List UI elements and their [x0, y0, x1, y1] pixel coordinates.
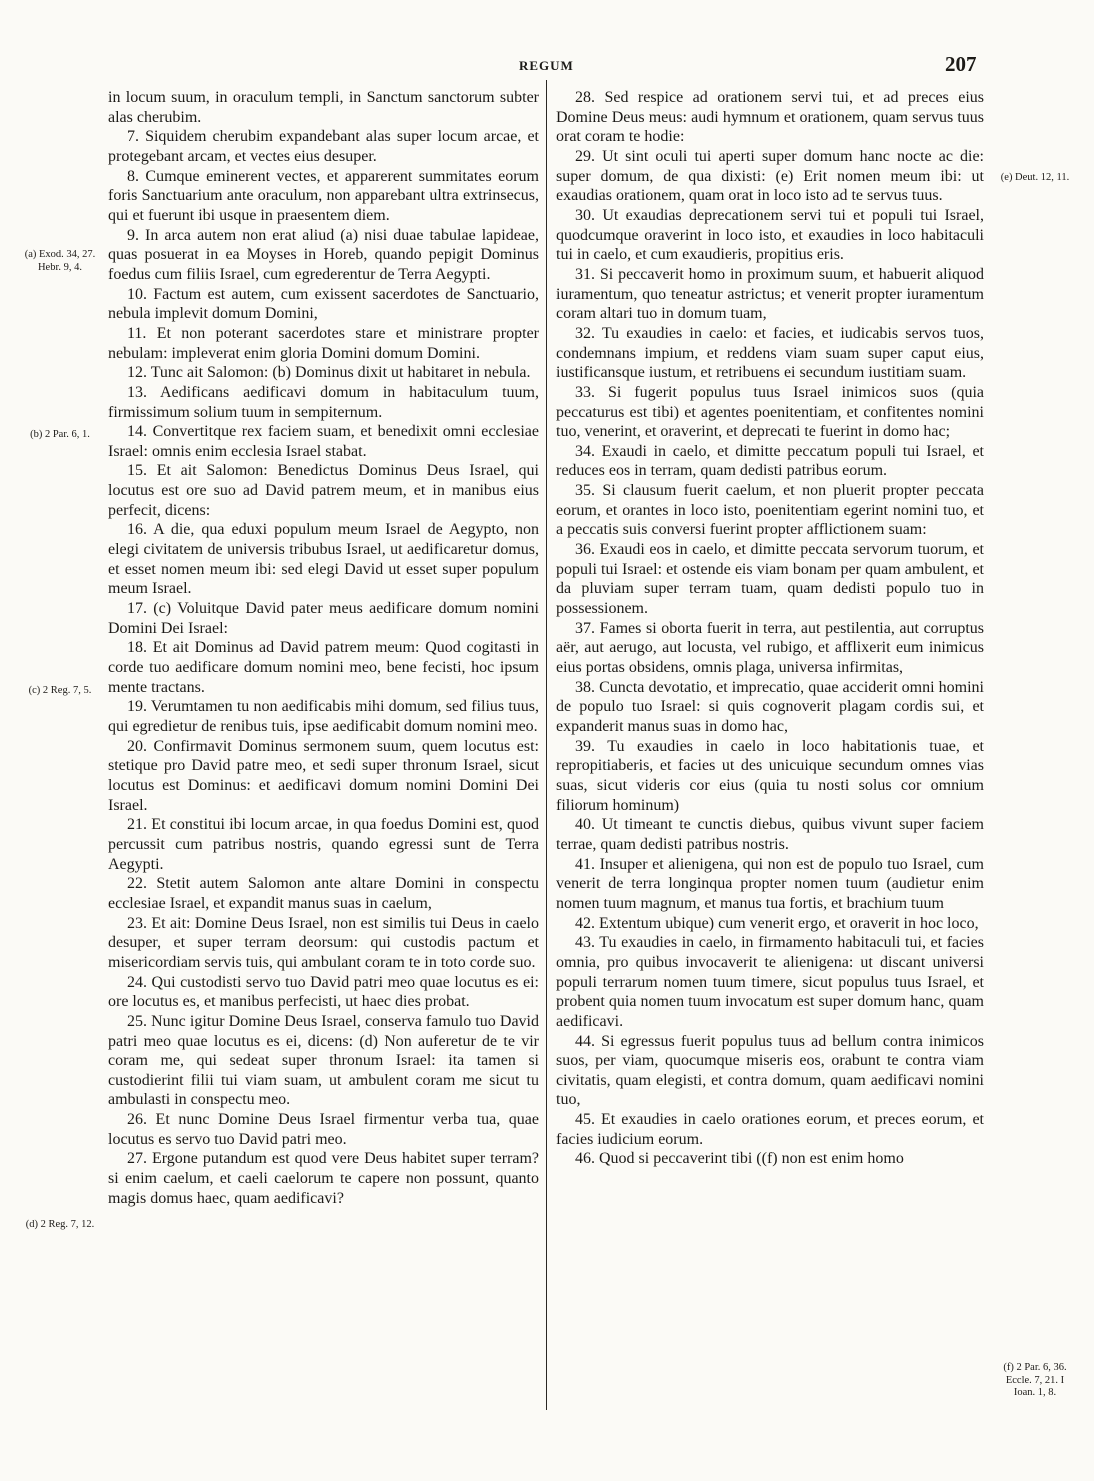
verse: 21. Et constitui ibi locum arcae, in qua foedus Domini est, quod percussit cum patribus nostris, quando egressi sunt de Terra Aegypti.	[108, 816, 539, 873]
verse: 38. Cuncta devotatio, et imprecatio, quae acciderit omni homini de populo tuo Israel: si quis cognoverit plagam cordis sui, et expanderit manus suas in domo hac,	[556, 678, 984, 735]
verse: 15. Et ait Salomon: Benedictus Dominus Deus Israel, qui locutus est ore suo ad David patrem meum, et in manibus eius perfecit, dicens:	[108, 462, 539, 519]
verse: 28. Sed respice ad orationem servi tui, et ad preces eius Domine Deus meus: audi hymnum et orationem, quam servus tuus orat coram te hodie:	[556, 89, 984, 146]
verse: 24. Qui custodisti servo tuo David patri meo quae locutus es ei: ore locutus es, et manibus perfecisti, ut haec dies probat.	[108, 973, 539, 1011]
page-number: 207	[945, 52, 977, 76]
verse: 25. Nunc igitur Domine Deus Israel, conserva famulo tuo David patri meo quae locutus es ei, dicens: (d) Non auferetur de te vir coram me, qui sedeat super thronum Israel: ita tamen si custodierint filii tui viam suam, ut ambulent coram me sicut tu ambulasti in conspectu meo.	[108, 1012, 539, 1109]
verse: 39. Tu exaudies in caelo in loco habitationis tuae, et repropitiaberis, et facies ut des unicuique secundum omnes vias suas, sicut videris cor eius (quia tu nosti solus cor omnium filiorum hominum)	[556, 737, 984, 814]
verse: 33. Si fugerit populus tuus Israel inimicos suos (quia peccaturus est tibi) et agentes poenitentiam, et confitentes nomini tuo, venerint, et oraverint, et deprecati te fuerint in domo hac;	[556, 383, 984, 441]
verse: 29. Ut sint oculi tui aperti super domum hanc nocte ac die: super domum, de qua dixisti: (e) Erit nomen meum ibi: ut exaudias orationem, quam orat in loco isto ad te servus tuus.	[556, 147, 984, 205]
verse: 12. Tunc ait Salomon: (b) Dominus dixit ut habitaret in nebula.	[127, 364, 531, 382]
margin-note-e: (e) Deut. 12, 11.	[1000, 172, 1070, 183]
margin-note-a: (a) Exod. 34, 27. Hebr. 9, 4.	[24, 249, 96, 273]
verse: 14. Convertitque rex faciem suam, et benedixit omni ecclesiae Israel: omnis enim ecclesia Israel stabat.	[108, 423, 539, 460]
verse: 42. Extentum ubique) cum venerit ergo, et oraverit in hoc loco,	[575, 914, 979, 932]
verse: 31. Si peccaverit homo in proximum suum, et habuerit aliquod iuramentum, quo teneatur astrictus; et venerit propter iuramentum coram altari tuo in domum tuam,	[556, 265, 984, 323]
verse: 45. Et exaudies in caelo orationes eorum, et preces eorum, et facies iudicium eorum.	[556, 1111, 984, 1148]
verse: 27. Ergone putandum est quod vere Deus habitet super terram? si enim caelum, et caeli caelorum te capere non possunt, quanto magis domus haec, quam aedificavi?	[108, 1150, 539, 1207]
margin-note-b: (b) 2 Par. 6, 1.	[30, 429, 90, 440]
verse: 19. Verumtamen tu non aedificabis mihi domum, sed filius tuus, qui egredietur de renibus tuis, ipse aedificabit domum nomini meo.	[108, 698, 539, 735]
verse: 7. Siquidem cherubim expandebant alas super locum arcae, et protegebant arcam, et vectes eius desuper.	[108, 128, 539, 165]
margin-note-f: (f) 2 Par. 6, 36. Eccle. 7, 21. I Ioan. 1, 8.	[1003, 1362, 1067, 1398]
verse: 13. Aedificans aedificavi domum in habitaculum tuum, firmissimum solium tuum in sempiternum.	[108, 383, 539, 421]
right-column	[556, 88, 984, 1169]
verse: 32. Tu exaudies in caelo: et facies, et iudicabis servos tuos, condemnans impium, et reddens viam suam super caput eius, iustificansque iustum, et retribuens ei secundum iustitiam suam.	[556, 324, 984, 382]
margin-note-d: (d) 2 Reg. 7, 12.	[25, 1219, 95, 1230]
verse: 44. Si egressus fuerit populus tuus ad bellum contra inimicos suos, per viam, quocumque miseris eos, orabunt te contra viam civitatis, quam elegisti, et contra domum, quam aedificavi nomini tuo,	[556, 1032, 984, 1109]
verse: 9. In arca autem non erat aliud (a) nisi duae tabulae lapideae, quas posuerat in ea Moyses in Horeb, quando pepigit Dominus foedus cum filiis Israel, cum egrederentur de Terra Aegypti.	[108, 226, 539, 283]
column-divider	[546, 80, 547, 1410]
verse: 37. Fames si oborta fuerit in terra, aut pestilentia, aut corruptus aër, aut aerugo, aut locusta, vel rubigo, et afflixerit eum inimicus eius portas obsidens, omnis plaga, universa infirmitas,	[556, 619, 984, 677]
verse: 16. A die, qua eduxi populum meum Israel de Aegypto, non elegi civitatem de universis tribubus Israel, ut aedificaretur domus, et esset nomen meum ibi: sed elegi David ut esset super populum meum Israel.	[108, 521, 539, 598]
left-column	[108, 88, 539, 1208]
margin-note-c: (c) 2 Reg. 7, 5.	[28, 685, 92, 696]
verse: 30. Ut exaudias deprecationem servi tui et populi tui Israel, quodcumque oraverint in loco isto, et exaudies in loco habitaculi tui in caelo, et cum exaudieris, propitius eris.	[556, 206, 984, 264]
verse: 18. Et ait Dominus ad David patrem meum: Quod cogitasti in corde tuo aedificare domum nomini meo, bene fecisti, hoc ipsum mente tractans.	[108, 639, 539, 696]
verse: 26. Et nunc Domine Deus Israel firmentur verba tua, quae locutus es servo tuo David patri meo.	[108, 1111, 539, 1148]
verse: 46. Quod si peccaverint tibi ((f) non est enim homo	[575, 1150, 904, 1168]
verse: 17. (c) Voluitque David pater meus aedificare domum nomini Domini Dei Israel:	[108, 600, 539, 637]
verse: 20. Confirmavit Dominus sermonem suum, quem locutus est: stetique pro David patre meo, et sedi super thronum Israel, sicut locutus est Dominus: et aedificavi domum nomini Domini Dei Israel.	[108, 737, 539, 814]
verse: 22. Stetit autem Salomon ante altare Domini in conspectu ecclesiae Israel, et expandit manus suas in caelum,	[108, 875, 539, 912]
verse: 43. Tu exaudies in caelo, in firmamento habitaculi tui, et facies omnia, pro quibus invocaverit te alienigena: ut discant universi populi terrarum nomen tuum timere, sicut populus tuus Israel, et probent quia nomen tuum invocatum est super domum hanc, quam aedificavi.	[556, 934, 984, 1030]
verse: 8. Cumque eminerent vectes, et apparerent summitates eorum foris Sanctuarium ante oraculum, non apparebant ultra extrinsecus, qui et fuerunt ibi usque in praesentem diem.	[108, 167, 539, 224]
verse: 40. Ut timeant te cunctis diebus, quibus vivunt super faciem terrae, quam dedisti patribus nostris.	[556, 816, 984, 853]
running-head: REGUM	[519, 58, 574, 73]
verse: 36. Exaudi eos in caelo, et dimitte peccata servorum tuorum, et populi tui Israel: et ostende eis viam bonam per quam ambulent, et da pluviam super terram tuam, quam dedisti populo tuo in possessionem.	[556, 541, 984, 618]
verse: 35. Si clausum fuerit caelum, et non pluerit propter peccata eorum, et orantes in loco isto, poenitentiam egerint nomini tuo, et a peccatis suis conversi fuerint propter afflictionem suam:	[556, 482, 984, 539]
verse: 10. Factum est autem, cum exissent sacerdotes de Sanctuario, nebula implevit domum Domini,	[108, 285, 539, 323]
verse: 23. Et ait: Domine Deus Israel, non est similis tui Deus in caelo desuper, et super terram deorsum: qui custodis pactum et misericordiam servis tuis, qui ambulant coram te in toto corde suo.	[108, 914, 539, 971]
verse: in locum suum, in oraculum templi, in Sanctum sanctorum subter alas cherubim.	[108, 89, 539, 126]
verse: 34. Exaudi in caelo, et dimitte peccatum populi tui Israel, et reduces eos in terram, quam dedisti patribus eorum.	[556, 442, 984, 480]
verse: 41. Insuper et alienigena, qui non est de populo tuo Israel, cum venerit de terra longinqua propter nomen tuum (audietur enim nomen tuum magnum, et manus tua fortis, et brachium tuum	[556, 855, 984, 912]
verse: 11. Et non poterant sacerdotes stare et ministrare propter nebulam: impleverat enim gloria Domini domum Domini.	[108, 324, 539, 362]
